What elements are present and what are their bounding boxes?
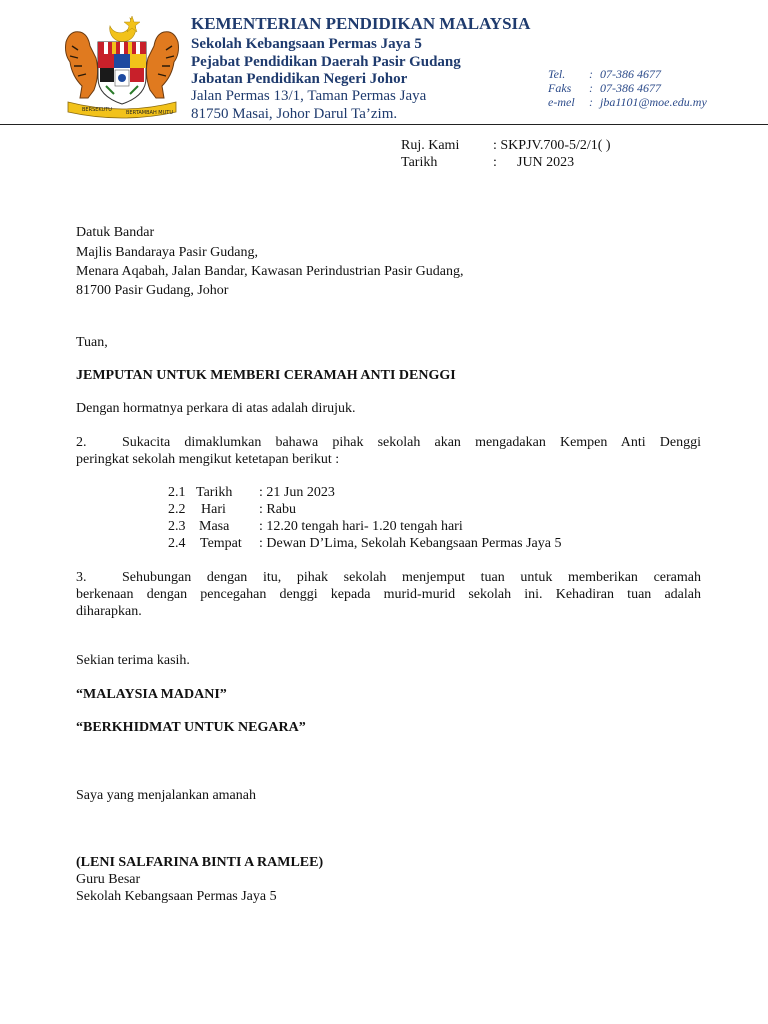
reference-value: : SKPJV.700-5/2/1( )	[493, 138, 611, 153]
signatory-organisation: Sekolah Kebangsaan Permas Jaya 5	[76, 889, 277, 904]
detail-venue-value: : Dewan D’Lima, Sekolah Kebangsaan Permas Jaya 5	[259, 536, 562, 551]
detail-time-value: : 12.20 tengah hari- 1.20 tengah hari	[259, 519, 463, 534]
detail-date-number: 2.1	[168, 485, 186, 500]
paragraph-2-number: 2.	[76, 435, 87, 450]
salutation: Tuan,	[76, 335, 108, 350]
letterhead-divider	[0, 124, 768, 125]
ministry-name: KEMENTERIAN PENDIDIKAN MALAYSIA	[191, 14, 531, 33]
contact-fax-label: Faks	[548, 81, 572, 95]
detail-date-value: : 21 Jun 2023	[259, 485, 335, 500]
paragraph-3-line1: Sehubungan dengan itu, pihak sekolah menjemput tuan untuk memberikan ceramah	[122, 570, 701, 585]
detail-venue-label: Tempat	[200, 536, 242, 551]
malaysia-coat-of-arms-icon	[60, 12, 184, 122]
contact-fax-sep: :	[589, 81, 593, 95]
school-address-line2: 81750 Masai, Johor Darul Ta’zim.	[191, 106, 398, 122]
date-label: Tarikh	[401, 155, 438, 170]
detail-day-label: Hari	[201, 502, 226, 517]
contact-tel-sep: :	[589, 67, 593, 81]
signatory-title: Guru Besar	[76, 872, 141, 887]
opening-paragraph: Dengan hormatnya perkara di atas adalah dirujuk.	[76, 401, 356, 416]
contact-fax-value: 07-386 4677	[600, 81, 661, 95]
paragraph-3-line3: diharapkan.	[76, 604, 142, 619]
contact-email-sep: :	[589, 95, 593, 109]
contact-tel-label: Tel.	[548, 67, 566, 81]
detail-day-number: 2.2	[168, 502, 186, 517]
paragraph-2-line2: peringkat sekolah mengikut ketetapan berikut :	[76, 452, 340, 467]
paragraph-2-line1: Sukacita dimaklumkan bahawa pihak sekolah akan mengadakan Kempen Anti Denggi	[122, 435, 701, 450]
school-name: Sekolah Kebangsaan Permas Jaya 5	[191, 36, 422, 52]
recipient-line4: 81700 Pasir Gudang, Johor	[76, 283, 229, 298]
subject-heading: JEMPUTAN UNTUK MEMBERI CERAMAH ANTI DENGGI	[76, 368, 456, 383]
detail-time-number: 2.3	[168, 519, 186, 534]
district-office: Pejabat Pendidikan Daerah Pasir Gudang	[191, 54, 461, 70]
slogan-berkhidmat: “BERKHIDMAT UNTUK NEGARA”	[76, 720, 306, 735]
recipient-line2: Majlis Bandaraya Pasir Gudang,	[76, 245, 258, 260]
reference-label: Ruj. Kami	[401, 138, 460, 153]
detail-time-label: Masa	[199, 519, 230, 534]
school-address-line1: Jalan Permas 13/1, Taman Permas Jaya	[191, 88, 427, 104]
crest-motto-right: BERTAMBAH MUTU	[126, 110, 173, 116]
contact-email-label: e-mel	[548, 95, 575, 109]
recipient-line3: Menara Aqabah, Jalan Bandar, Kawasan Perindustrian Pasir Gudang,	[76, 264, 464, 279]
closing-line: Sekian terima kasih.	[76, 653, 190, 668]
trust-line: Saya yang menjalankan amanah	[76, 788, 256, 803]
detail-date-label: Tarikh	[196, 485, 233, 500]
contact-tel-value: 07-386 4677	[600, 67, 661, 81]
date-value: JUN 2023	[517, 155, 575, 170]
paragraph-3-line2: berkenaan dengan pencegahan denggi kepada murid-murid sekolah ini. Kehadiran tuan adalah	[76, 587, 701, 602]
paragraph-3-number: 3.	[76, 570, 87, 585]
state-department: Jabatan Pendidikan Negeri Johor	[191, 71, 408, 87]
date-separator: :	[493, 155, 497, 170]
recipient-line1: Datuk Bandar	[76, 225, 155, 240]
signatory-name: (LENI SALFARINA BINTI A RAMLEE)	[76, 855, 324, 870]
crest-motto-left: BERSEKUTU	[82, 107, 112, 113]
contact-email-value: jba1101@moe.edu.my	[600, 95, 707, 109]
detail-day-value: : Rabu	[259, 502, 296, 517]
slogan-malaysia-madani: “MALAYSIA MADANI”	[76, 687, 227, 702]
detail-venue-number: 2.4	[168, 536, 186, 551]
